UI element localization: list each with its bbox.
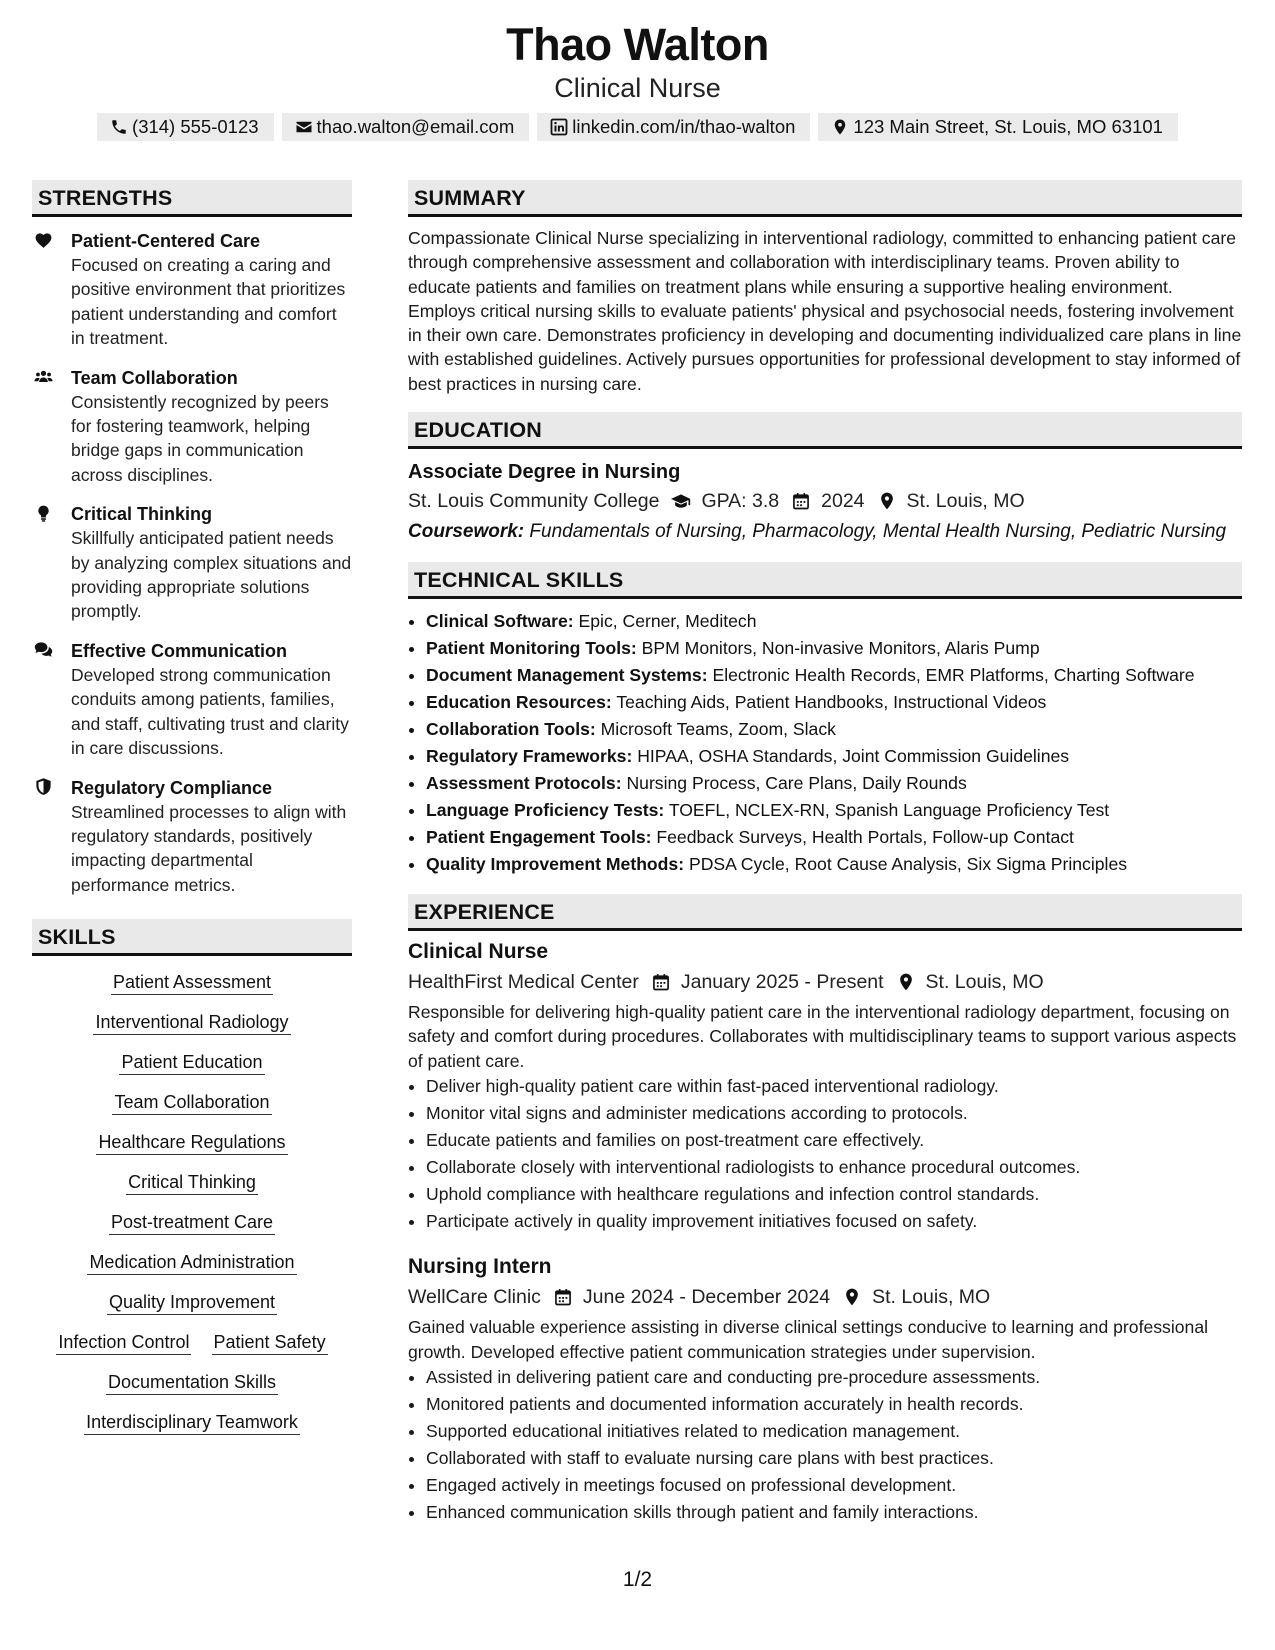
list-item: • Monitored patients and documented information accurately in health records. <box>426 1391 1242 1418</box>
skill-row <box>36 1130 348 1154</box>
list-item: • Enhanced communication skills through patient and family interactions. <box>426 1499 1242 1526</box>
list-item <box>426 635 1242 662</box>
list-item <box>426 770 1242 797</box>
tech-skill-value: Electronic Health Records, EMR Platforms, Charting Software <box>712 665 1195 686</box>
strength-item <box>32 639 352 761</box>
skill-tag: Critical Thinking <box>126 1172 258 1195</box>
skill-row <box>36 1170 348 1194</box>
contact-phone[interactable] <box>97 113 274 141</box>
education-location: St. Louis, MO <box>906 490 1025 513</box>
skill-row <box>36 1290 348 1314</box>
list-item <box>426 797 1242 824</box>
list-item <box>426 743 1242 770</box>
experience-entry <box>408 1252 1242 1526</box>
list-item <box>426 824 1242 851</box>
contact-email[interactable] <box>282 113 530 141</box>
strength-desc: Developed strong communication conduits among patients, families, and staff, cultivating trust and clarity in care discussions. <box>71 664 349 759</box>
job-dates: January 2025 - Present <box>680 971 884 994</box>
strength-title: Critical Thinking <box>71 504 213 525</box>
list-item: • Supported educational initiatives related to medication management. <box>426 1418 1242 1445</box>
list-item <box>426 608 1242 635</box>
strengths-list <box>32 229 352 897</box>
school-name: St. Louis Community College <box>408 490 660 513</box>
heart-icon <box>32 230 54 250</box>
degree-title: Associate Degree in Nursing <box>408 461 681 484</box>
linkedin-icon <box>550 118 568 136</box>
list-item: • Uphold compliance with healthcare regulations and infection control standards. <box>426 1181 1242 1208</box>
list-item: • Deliver high-quality patient care within fast-paced interventional radiology. <box>426 1073 1242 1100</box>
skills-list <box>32 970 352 1434</box>
tech-skill-label: Regulatory Frameworks: <box>426 746 633 767</box>
skill-tag: Infection Control <box>56 1332 191 1355</box>
list-item <box>426 689 1242 716</box>
tech-skill-value: PDSA Cycle, Root Cause Analysis, Six Sigma Principles <box>688 854 1128 875</box>
calendar-icon <box>651 972 671 992</box>
candidate-name: Thao Walton <box>506 19 769 70</box>
lightbulb-icon <box>32 503 54 523</box>
list-item: • Collaborated with staff to evaluate nursing care plans with best practices. <box>426 1445 1242 1472</box>
list-item <box>426 716 1242 743</box>
job-meta <box>408 1282 1242 1312</box>
skill-tag: Interdisciplinary Teamwork <box>84 1412 300 1435</box>
strength-title: Regulatory Compliance <box>71 777 273 798</box>
list-item <box>426 851 1242 878</box>
resume-header <box>0 18 1275 104</box>
list-item: • Monitor vital signs and administer medications according to protocols. <box>426 1100 1242 1127</box>
skill-tag: Post-treatment Care <box>109 1212 275 1235</box>
strength-item <box>32 229 352 351</box>
tech-skill-value: Microsoft Teams, Zoom, Slack <box>600 719 836 740</box>
coursework-list: Fundamentals of Nursing, Pharmacology, Mental Health Nursing, Pediatric Nursing <box>529 521 1227 543</box>
skill-tag: Patient Safety <box>212 1332 328 1355</box>
tech-skill-value: Epic, Cerner, Meditech <box>578 611 757 632</box>
tech-skill-value: Feedback Surveys, Health Portals, Follow-up Contact <box>656 827 1074 848</box>
skill-tag: Team Collaboration <box>112 1092 271 1115</box>
calendar-icon <box>553 1287 573 1307</box>
tech-skill-value: HIPAA, OSHA Standards, Joint Commission Guidelines <box>637 746 1070 767</box>
job-description: Responsible for delivering high-quality patient care in the interventional radiology department, focusing on safety and comfort during procedures. Collaborates with multidisciplinary teams to support various aspects of patient care. <box>408 1002 1237 1071</box>
skill-row <box>36 1330 348 1354</box>
skill-tag: Medication Administration <box>87 1252 296 1275</box>
list-item <box>426 662 1242 689</box>
skill-row <box>36 1370 348 1394</box>
strength-title: Team Collaboration <box>71 367 238 388</box>
experience-entry <box>408 937 1242 1235</box>
tech-skill-value: Nursing Process, Care Plans, Daily Rounds <box>626 773 967 794</box>
coursework-label: Coursework: <box>408 521 525 543</box>
list-item: • Engaged actively in meetings focused on professional development. <box>426 1472 1242 1499</box>
phone-icon <box>110 118 128 136</box>
contact-linkedin[interactable] <box>537 113 810 141</box>
list-item: • Assisted in delivering patient care and conducting pre-procedure assessments. <box>426 1364 1242 1391</box>
skill-tag: Healthcare Regulations <box>96 1132 287 1155</box>
tech-skill-label: Language Proficiency Tests: <box>426 800 665 821</box>
skill-row <box>36 1050 348 1074</box>
address-text: 123 Main Street, St. Louis, MO 63101 <box>853 116 1163 137</box>
tech-skill-label: Document Management Systems: <box>426 665 708 686</box>
skill-tag: Documentation Skills <box>106 1372 278 1395</box>
map-pin-icon <box>896 972 916 992</box>
company-name: HealthFirst Medical Center <box>408 971 639 994</box>
graduation-cap-icon <box>671 491 691 511</box>
strength-desc: Focused on creating a caring and positive environment that prioritizes patient understanding and comfort in treatment. <box>71 255 346 349</box>
skill-tag: Interventional Radiology <box>93 1012 290 1035</box>
tech-skill-value: Teaching Aids, Patient Handbooks, Instructional Videos <box>616 692 1047 713</box>
skill-row <box>36 1010 348 1034</box>
email-text: thao.walton@email.com <box>316 116 515 137</box>
job-title: Clinical Nurse <box>408 940 549 964</box>
technical-skills-heading: TECHNICAL SKILLS <box>408 562 1242 599</box>
company-name: WellCare Clinic <box>408 1286 541 1309</box>
page-number: 1/2 <box>622 1568 653 1591</box>
strength-title: Effective Communication <box>71 640 288 661</box>
right-column <box>408 180 1242 1526</box>
strengths-heading: STRENGTHS <box>32 180 352 217</box>
job-bullets <box>408 1073 1242 1235</box>
tech-skill-label: Patient Engagement Tools: <box>426 827 652 848</box>
phone-text: (314) 555-0123 <box>132 116 259 137</box>
skill-tag: Patient Education <box>119 1052 264 1075</box>
calendar-icon <box>791 491 811 511</box>
contact-bar <box>0 113 1275 141</box>
tech-skill-label: Education Resources: <box>426 692 612 713</box>
map-pin-icon <box>831 118 849 136</box>
job-meta <box>408 967 1242 997</box>
strength-title: Patient-Centered Care <box>71 231 261 251</box>
education-entry <box>408 458 1242 544</box>
skill-tag: Patient Assessment <box>111 972 273 995</box>
strength-item <box>32 776 352 898</box>
experience-heading: EXPERIENCE <box>408 894 1242 931</box>
skill-row <box>36 1210 348 1234</box>
users-icon <box>32 367 54 387</box>
graduation-year: 2024 <box>821 490 865 513</box>
skills-heading: SKILLS <box>32 919 352 956</box>
comments-icon <box>32 640 54 660</box>
strength-desc: Streamlined processes to align with regulatory standards, positively impacting departmental performance metrics. <box>71 801 347 895</box>
strength-desc: Consistently recognized by peers for fostering teamwork, helping bridge gaps in communication across disciplines. <box>71 391 329 485</box>
education-heading: EDUCATION <box>408 412 1242 449</box>
strength-item <box>32 502 352 624</box>
education-meta <box>408 486 1242 516</box>
technical-skills-list <box>408 608 1242 878</box>
tech-skill-label: Clinical Software: <box>426 611 574 632</box>
map-pin-icon <box>877 491 897 511</box>
strength-item <box>32 366 352 488</box>
list-item: • Collaborate closely with interventional radiologists to enhance procedural outcomes. <box>426 1154 1242 1181</box>
list-item: • Participate actively in quality improvement initiatives focused on safety. <box>426 1208 1242 1235</box>
tech-skill-label: Patient Monitoring Tools: <box>426 638 637 659</box>
job-description: Gained valuable experience assisting in diverse clinical settings conducive to learning and professional growth. Developed effective patient communication strategies under supervision. <box>408 1317 1209 1362</box>
tech-skill-label: Assessment Protocols: <box>426 773 622 794</box>
map-pin-icon <box>842 1287 862 1307</box>
skill-tag: Quality Improvement <box>107 1292 277 1315</box>
envelope-icon <box>295 118 313 136</box>
tech-skill-value: TOEFL, NCLEX-RN, Spanish Language Proficiency Test <box>668 800 1110 821</box>
skill-row <box>36 1090 348 1114</box>
job-dates: June 2024 - December 2024 <box>582 1286 831 1309</box>
tech-skill-label: Collaboration Tools: <box>426 719 596 740</box>
summary-text: Compassionate Clinical Nurse specializing in interventional radiology, committed to enhancing patient care through comprehensive assessment and collaboration with interdisciplinary teams. Proven ability to educate patients and families on treatment plans while ensuring a supportive healing environment. Employs critical nursing skills to evaluate patients' physical and psychosocial needs, fostering involvement in their own care. Demonstrates proficiency in developing and documenting individualized care plans in line with established guidelines. Actively pursues opportunities for professional development to stay informed of best practices in nursing care. <box>408 228 1242 394</box>
left-column <box>32 180 352 1434</box>
tech-skill-label: Quality Improvement Methods: <box>426 854 685 875</box>
tech-skill-value: BPM Monitors, Non-invasive Monitors, Alaris Pump <box>641 638 1040 659</box>
linkedin-text: linkedin.com/in/thao-walton <box>572 116 796 137</box>
contact-address[interactable] <box>818 113 1178 141</box>
job-location: St. Louis, MO <box>925 971 1044 994</box>
skill-row <box>36 1250 348 1274</box>
gpa-text: GPA: 3.8 <box>701 490 780 513</box>
strength-desc: Skillfully anticipated patient needs by analyzing complex situations and providing appropriate solutions promptly. <box>71 528 352 622</box>
job-location: St. Louis, MO <box>872 1286 991 1309</box>
shield-icon <box>32 777 54 797</box>
job-bullets <box>408 1364 1242 1526</box>
coursework <box>408 519 1242 544</box>
summary-heading: SUMMARY <box>408 180 1242 217</box>
skill-row <box>36 1410 348 1434</box>
candidate-title: Clinical Nurse <box>554 73 721 103</box>
list-item: • Educate patients and families on post-treatment care effectively. <box>426 1127 1242 1154</box>
job-title: Nursing Intern <box>408 1255 552 1279</box>
skill-row <box>36 970 348 994</box>
